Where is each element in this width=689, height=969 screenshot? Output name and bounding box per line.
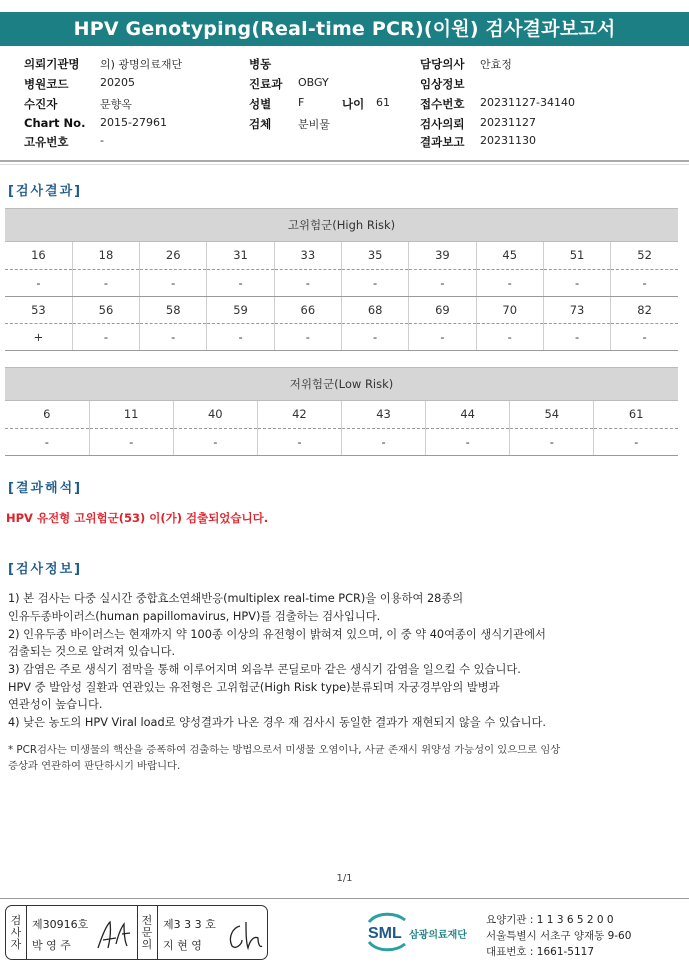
result-cell: - (207, 269, 274, 296)
table-row (5, 269, 678, 296)
genotype-cell: 52 (611, 242, 678, 269)
unique-id-value: - (100, 134, 104, 147)
unique-id-label: 고유번호 (24, 135, 69, 149)
examiner-name: 박 영 주 (32, 939, 71, 952)
note-line: HPV 중 발암성 질환과 연관있는 유전형은 고위험군(High Risk type)분류되며 자궁경부암의 발병과 (8, 681, 500, 694)
note-line: 3) 감염은 주로 생식기 점막을 통해 이루어지며 외음부 콘딜로마 같은 생식기 감염을 일으킬 수 있습니다. (8, 663, 521, 676)
hospital-code-value: 20205 (100, 76, 135, 89)
note-line: 1) 본 검사는 다중 실시간 중합효소연쇄반응(multiplex real-time PCR)을 이용하여 28종의 (8, 592, 464, 605)
specimen-value: 분비물 (298, 118, 330, 131)
divider (0, 160, 689, 162)
genotype-cell: 35 (341, 242, 408, 269)
table-row (5, 323, 678, 350)
low-risk-table (5, 367, 678, 456)
hospital-code-label: 병원코드 (24, 77, 69, 91)
disclaimer-line: 증상과 연관하여 판단하시기 바랍니다. (8, 760, 181, 772)
patient-name-value: 문향옥 (100, 98, 132, 111)
high-risk-grid (5, 242, 678, 351)
result-cell: - (274, 269, 341, 296)
result-cell: - (611, 323, 678, 350)
specialist-license: 제3 3 3 호 (163, 918, 216, 931)
info-row (0, 96, 689, 115)
genotype-cell: 6 (5, 401, 89, 428)
low-risk-grid (5, 401, 678, 456)
clinical-info-label: 임상정보 (420, 77, 465, 91)
request-date-label: 검사의뢰 (420, 117, 465, 131)
specimen-label: 검체 (249, 117, 272, 131)
genotype-cell: 11 (89, 401, 173, 428)
page-number: 1/1 (336, 873, 353, 884)
result-cell: - (543, 323, 610, 350)
genotype-cell: 68 (341, 296, 408, 323)
chart-no-label: Chart No. (24, 116, 86, 130)
sex-label: 성별 (249, 97, 272, 111)
results-section-title: [검사결과] (8, 184, 83, 199)
doctor-label: 담당의사 (420, 57, 465, 71)
genotype-cell: 45 (476, 242, 543, 269)
department-value: OBGY (298, 76, 329, 89)
divider (0, 898, 689, 899)
note-line: 4) 낮은 농도의 HPV Viral load로 양성결과가 나온 경우 재 검사시 동일한 결과가 재현되지 않을 수 있습니다. (8, 716, 547, 729)
result-cell: - (257, 428, 341, 455)
specialist-vertical-label (139, 915, 155, 951)
report-date-value: 20231130 (480, 134, 536, 147)
note-line: 검출되는 것으로 알려져 있습니다. (8, 645, 176, 658)
genotype-cell: 51 (543, 242, 610, 269)
genotype-cell: 66 (274, 296, 341, 323)
result-cell: - (72, 269, 139, 296)
note-line: 2) 인유두종 바이러스는 현재까지 약 100종 이상의 유전형이 밝혀져 있으며, 이 중 약 40여종이 생식기관에서 (8, 628, 546, 641)
result-cell: - (140, 269, 207, 296)
label-char: 전 (141, 914, 153, 927)
result-cell: - (341, 269, 408, 296)
interpretation-section-title: [결과해석] (8, 481, 83, 496)
result-cell: - (173, 428, 257, 455)
institution-code: 요양기관 : 1 1 3 6 5 2 0 0 (486, 914, 614, 926)
genotype-cell: 73 (543, 296, 610, 323)
ward-label: 병동 (249, 57, 272, 71)
genotype-cell: 54 (510, 401, 594, 428)
logo-mark: SML (368, 925, 402, 942)
genotype-cell: 69 (409, 296, 476, 323)
result-cell: - (476, 323, 543, 350)
genotype-cell: 42 (257, 401, 341, 428)
doctor-value: 안효정 (480, 58, 512, 71)
report-title: HPV Genotyping(Real-time PCR)(이원) 검사결과보고서 (0, 12, 689, 46)
requesting-org-label: 의뢰기관명 (24, 57, 80, 71)
result-cell: - (72, 323, 139, 350)
specialist-signature (224, 918, 264, 954)
table-row (5, 401, 678, 428)
result-cell: - (594, 428, 678, 455)
table-row (5, 428, 678, 455)
requesting-org-value: 의) 광명의료재단 (100, 58, 183, 71)
patient-info (0, 54, 689, 158)
genotype-cell: 39 (409, 242, 476, 269)
result-cell: - (89, 428, 173, 455)
genotype-cell: 53 (5, 296, 72, 323)
specialist-name: 지 현 영 (163, 939, 202, 952)
result-cell: - (510, 428, 594, 455)
examiner-license: 제30916호 (32, 918, 89, 931)
result-cell: - (476, 269, 543, 296)
request-date-value: 20231127 (480, 116, 536, 129)
phone-number: 대표번호 : 1661-5117 (486, 946, 595, 958)
genotype-cell: 31 (207, 242, 274, 269)
interpretation-text: HPV 유전형 고위험군(53) 이(가) 검출되었습니다. (6, 511, 269, 525)
result-cell: - (543, 269, 610, 296)
label-char: 자 (10, 938, 22, 951)
genotype-cell: 59 (207, 296, 274, 323)
genotype-cell: 58 (140, 296, 207, 323)
report-date-label: 결과보고 (420, 135, 465, 149)
accession-label: 접수번호 (420, 97, 465, 111)
genotype-cell: 56 (72, 296, 139, 323)
genotype-cell: 82 (611, 296, 678, 323)
result-cell: - (5, 269, 72, 296)
patient-name-label: 수진자 (24, 97, 58, 111)
info-row (0, 76, 689, 95)
genotype-cell: 43 (342, 401, 426, 428)
test-info-section-title: [검사정보] (8, 562, 83, 577)
note-line: 인유두종바이러스(human papillomavirus, HPV)를 검출하는 검사입니다. (8, 610, 381, 623)
company-logo (365, 908, 480, 954)
low-risk-header: 저위험군(Low Risk) (5, 367, 678, 401)
result-cell: - (409, 323, 476, 350)
info-row (0, 116, 689, 135)
divider (0, 164, 689, 165)
genotype-cell: 16 (5, 242, 72, 269)
result-cell: - (409, 269, 476, 296)
label-char: 검 (10, 914, 22, 927)
genotype-cell: 33 (274, 242, 341, 269)
high-risk-table (5, 208, 678, 351)
result-cell: - (207, 323, 274, 350)
examiner-vertical-label (8, 915, 24, 951)
label-char: 사 (10, 926, 22, 939)
table-row (5, 296, 678, 323)
high-risk-header: 고위험군(High Risk) (5, 208, 678, 242)
result-cell: - (611, 269, 678, 296)
sex-value: F (298, 96, 305, 109)
note-line: 연관성이 높습니다. (8, 698, 103, 711)
disclaimer-line: * PCR검사는 미생물의 핵산을 증폭하여 검출하는 방법으로서 미생물 오염이나, 사균 존재시 위양성 가능성이 있으므로 임상 (8, 744, 561, 756)
chart-no-value: 2015-27961 (100, 116, 167, 129)
divider (157, 906, 158, 959)
age-value: 61 (376, 96, 390, 109)
genotype-cell: 26 (140, 242, 207, 269)
info-row (0, 134, 689, 153)
info-row (0, 56, 689, 75)
address: 서울특별시 서초구 양재동 9-60 (486, 930, 632, 942)
genotype-cell: 40 (173, 401, 257, 428)
genotype-cell: 61 (594, 401, 678, 428)
age-label: 나이 (342, 97, 365, 111)
label-char: 의 (141, 938, 153, 951)
result-cell: - (5, 428, 89, 455)
label-char: 문 (141, 926, 153, 939)
genotype-cell: 44 (426, 401, 510, 428)
examiner-signature (94, 916, 134, 954)
sml-logo-icon (365, 908, 409, 954)
genotype-cell: 18 (72, 242, 139, 269)
divider (26, 906, 27, 959)
signature-box (5, 905, 268, 960)
result-cell: - (140, 323, 207, 350)
positive-result-cell: + (5, 323, 72, 350)
company-name: 삼광의료재단 (409, 930, 467, 941)
result-cell: - (342, 428, 426, 455)
result-cell: - (341, 323, 408, 350)
divider (137, 906, 138, 959)
genotype-cell: 70 (476, 296, 543, 323)
result-cell: - (274, 323, 341, 350)
accession-value: 20231127-34140 (480, 96, 575, 109)
table-row (5, 242, 678, 269)
result-cell: - (426, 428, 510, 455)
department-label: 진료과 (249, 77, 283, 91)
